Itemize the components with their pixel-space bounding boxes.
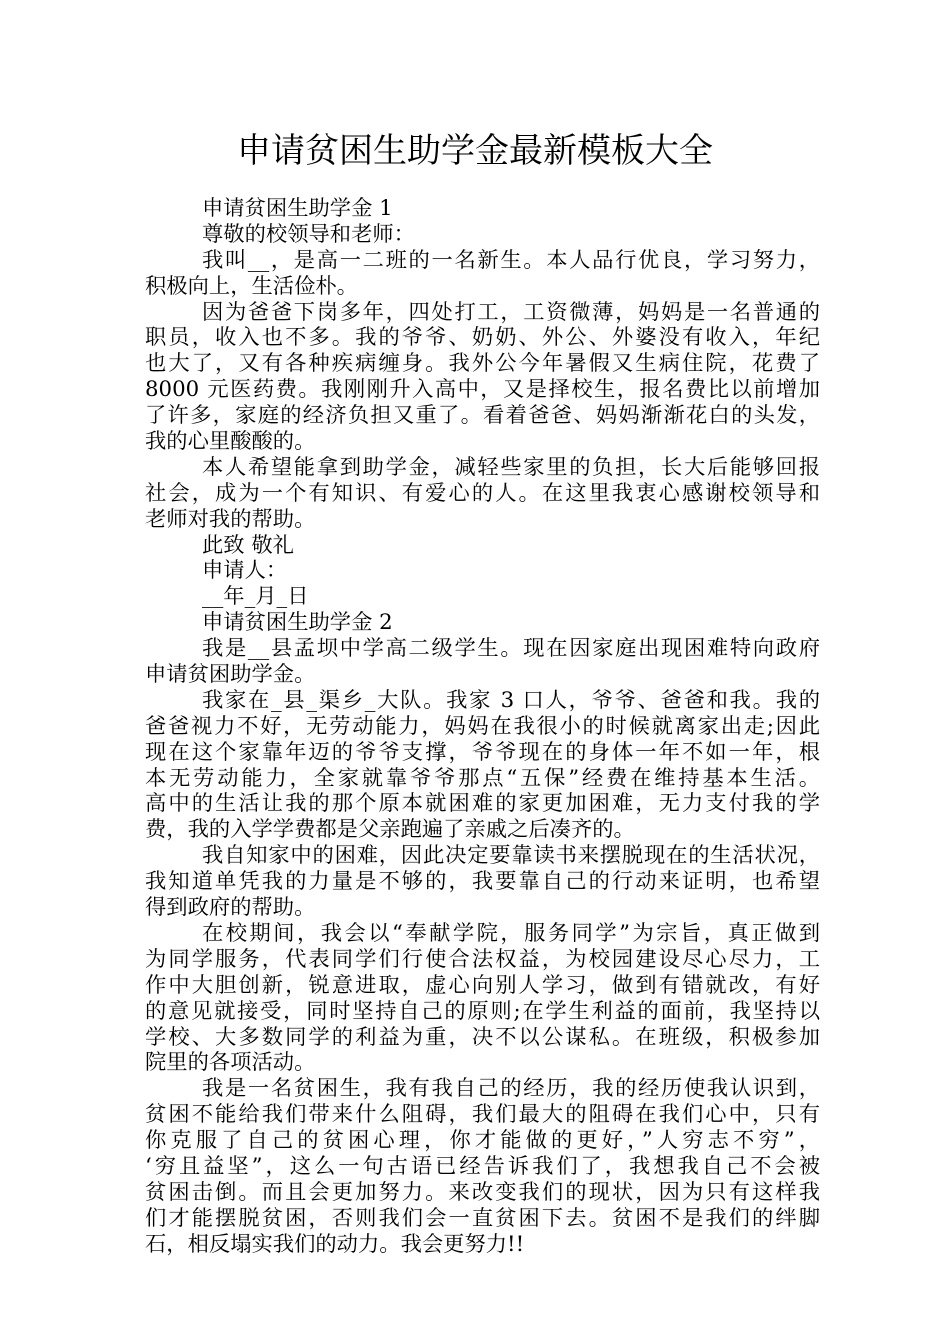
document-title: 申请贫困生助学金最新模板大全 [237,131,713,171]
document-body [145,196,820,1258]
text-line: ‘穷且益坚”，这么一句古语已经告诉我们了，我想我自己不会被 [145,1153,820,1179]
text-line: 我叫__，是高一二班的一名新生。本人品行优良，学习努力， [202,247,820,273]
text-line: 因为爸爸下岗多年，四处打工，工资微薄，妈妈是一名普通的 [202,299,820,325]
text-line: __年_月_日 [202,584,309,610]
text-line: 老师对我的帮助。 [145,506,316,532]
text-line: 申请贫困助学金。 [145,662,316,688]
text-line: 爸爸视力不好，无劳动能力，妈妈在我很小的时候就离家出走;因此 [145,713,820,739]
text-line: 贫困击倒。而且会更加努力。来改变我们的现状，因为只有这样我 [145,1179,820,1205]
text-line: 你克服了自己的贫困心理，你才能做的更好，”人穷志不穷”， [145,1128,820,1154]
text-line: 我知道单凭我的力量是不够的，我要靠自己的行动来证明，也希望 [145,869,820,895]
text-line: 院里的各项活动。 [145,1050,316,1076]
text-line: 高中的生活让我的那个原本就困难的家更加困难，无力支付我的学 [145,791,820,817]
text-line: 申请贫困生助学金 1 [202,196,393,221]
text-line: 了许多，家庭的经济负担又重了。看着爸爸、妈妈渐渐花白的头发， [145,403,820,429]
text-line: 石，相反塌实我们的动力。我会更努力!! [145,1231,525,1257]
text-line: 积极向上，生活俭朴。 [145,273,358,299]
text-line: 职员，收入也不多。我的爷爷、奶奶、外公、外婆没有收入，年纪 [145,325,820,351]
text-line: 我家在_县_渠乡_大队。我家 3 口人，爷爷、爸爸和我。我的 [202,687,820,713]
text-line: 为同学服务，代表同学们行使合法权益，为校园建设尽心尽力，工 [145,946,820,972]
text-line: 申请贫困生助学金 2 [202,610,393,636]
text-line: 作中大胆创新，锐意进取，虚心向别人学习，做到有错就改，有好 [145,972,820,998]
text-line: 们才能摆脱贫困，否则我们会一直贫困下去。贫困不是我们的绊脚 [145,1205,820,1231]
text-line: 在校期间，我会以“奉献学院，服务同学”为宗旨，真正做到 [202,920,820,946]
text-line: 学校、大多数同学的利益为重，决不以公谋私。在班级，积极参加 [145,1024,820,1050]
text-line: 得到政府的帮助。 [145,895,316,921]
text-line: 费，我的入学学费都是父亲跑遍了亲戚之后凑齐的。 [145,817,635,843]
text-line: 本人希望能拿到助学金，减轻些家里的负担，长大后能够回报 [202,454,820,480]
text-line: 申请人： [202,558,288,584]
text-line: 我自知家中的困难，因此决定要靠读书来摆脱现在的生活状况， [202,843,820,869]
text-line: 此致 敬礼 [202,532,294,558]
text-line: 我是一名贫困生，我有我自己的经历，我的经历使我认识到， [202,1076,820,1102]
text-line: 8000 元医药费。我刚刚升入高中，又是择校生，报名费比以前增加 [145,377,820,403]
text-line: 尊敬的校领导和老师： [202,221,415,247]
text-line: 我是__县孟坝中学高二级学生。现在因家庭出现困难特向政府 [202,636,820,662]
text-line: 的意见就接受，同时坚持自己的原则;在学生利益的面前，我坚持以 [145,998,820,1024]
text-line: 社会，成为一个有知识、有爱心的人。在这里我衷心感谢校领导和 [145,480,820,506]
text-line: 我的心里酸酸的。 [145,429,316,455]
text-line: 现在这个家靠年迈的爷爷支撑，爷爷现在的身体一年不如一年，根 [145,739,820,765]
text-line: 也大了，又有各种疾病缠身。我外公今年暑假又生病住院，花费了 [145,351,820,377]
text-line: 贫困不能给我们带来什么阻碍，我们最大的阻碍在我们心中，只有 [145,1102,820,1128]
text-line: 本无劳动能力，全家就靠爷爷那点“五保”经费在维持基本生活。 [145,765,820,791]
